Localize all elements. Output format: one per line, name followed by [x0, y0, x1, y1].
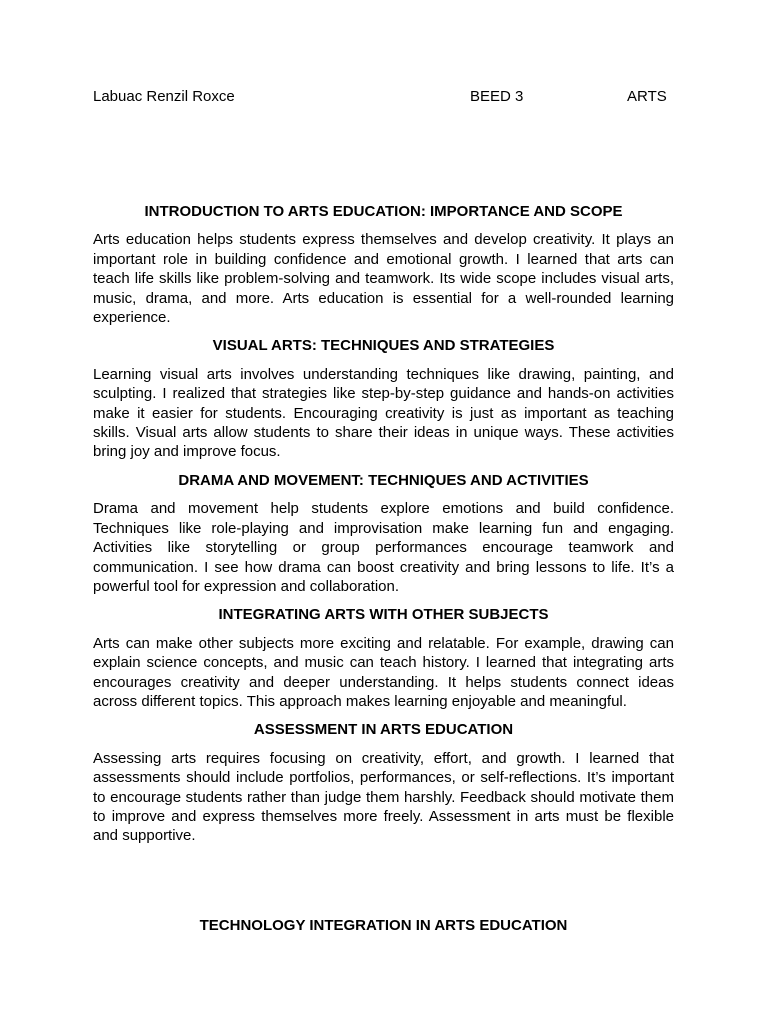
section-introduction [93, 202, 674, 327]
subject-label: ARTS [627, 88, 667, 105]
section-paragraph: Assessing arts requires focusing on creativity, effort, and growth. I learned that assessments should include portfolios, performances, or self-reflections. It’s important to encourage students rather than judge them harshly. Feedback should motivate them to improve and express themselves more freely. Assessment in arts must be flexible and supportive. [93, 749, 674, 845]
section-drama-movement [93, 471, 674, 596]
section-assessment [93, 720, 674, 845]
section-paragraph: Arts education helps students express themselves and develop creativity. It plays an important role in building confidence and emotional growth. I learned that arts can teach life skills like problem-solving and teamwork. Its wide scope includes visual arts, music, drama, and more. Arts education is essential for a well-rounded learning experience. [93, 231, 674, 327]
section-title: VISUAL ARTS: TECHNIQUES AND STRATEGIES [212, 337, 555, 355]
student-name: Labuac Renzil Roxce [93, 88, 235, 105]
section-visual-arts [93, 336, 674, 461]
section-title: INTEGRATING ARTS WITH OTHER SUBJECTS [218, 606, 549, 624]
section-title: DRAMA AND MOVEMENT: TECHNIQUES AND ACTIVITIES [178, 471, 589, 489]
course-label: BEED 3 [470, 88, 524, 105]
section-paragraph: Arts can make other subjects more exciting and relatable. For example, drawing can explain science concepts, and music can teach history. I learned that integrating arts encourages creativity and deeper understanding. It helps students connect ideas across different topics. This approach makes learning enjoyable and meaningful. [93, 634, 674, 710]
section-integrating-arts [93, 605, 674, 711]
section-paragraph: Learning visual arts involves understanding techniques like drawing, painting, and sculpting. I realized that strategies like step-by-step guidance and hands-on activities make it easier for students. Encouraging creativity is just as important as teaching skills. Visual arts allow students to share their ideas in unique ways. These activities bring joy and improve focus. [93, 365, 674, 461]
section-title-technology: TECHNOLOGY INTEGRATION IN ARTS EDUCATION [199, 917, 568, 934]
section-title: ASSESSMENT IN ARTS EDUCATION [253, 721, 514, 739]
document-body [93, 202, 674, 855]
section-title: INTRODUCTION TO ARTS EDUCATION: IMPORTANCE AND SCOPE [144, 203, 623, 220]
section-paragraph: Drama and movement help students explore emotions and build confidence. Techniques like role-playing and improvisation make learning fun and engaging. Activities like storytelling or group performances encourage teamwork and communication. I see how drama can boost creativity and bring lessons to life. It’s a powerful tool for expression and collaboration. [93, 500, 674, 595]
document-header [93, 87, 673, 107]
